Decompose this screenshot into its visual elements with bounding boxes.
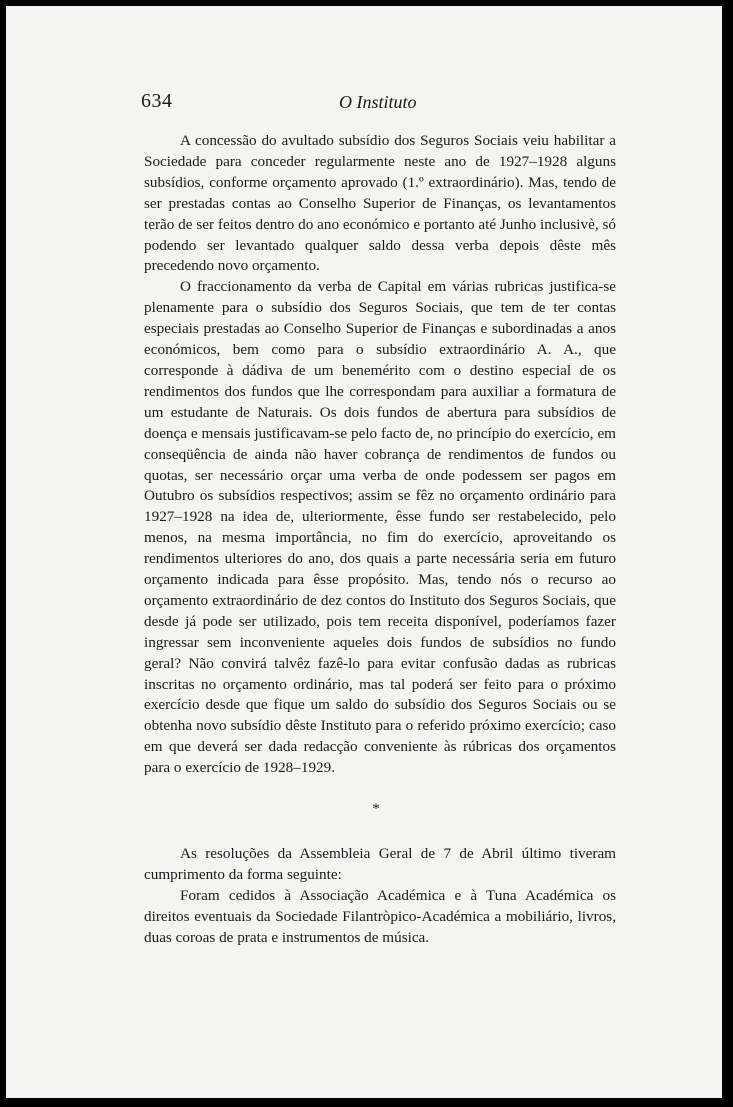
paragraph: A concessão do avultado subsídio dos Seguros Sociais veiu habilitar a Sociedade para conceder regularmente neste ano de 1927–1928 alguns subsídios, conforme orçamento aprovado (1.º extraordinário). Mas, tendo de ser prestadas contas ao Conselho Superior de Finanças, os levantamentos terão de ser feitos dentro do ano económico e portanto até Junho inclusivè, só podendo ser levantado qualquer saldo dessa verba depois dêste mês precedendo novo orçamento. xyxy=(144,132,616,275)
page-header xyxy=(141,90,611,120)
page xyxy=(6,6,722,1098)
paragraph: O fraccionamento da verba de Capital em várias rubricas justifica-se plenamente para o subsídio dos Seguros Sociais, que tem de ter contas especiais prestadas ao Conselho Superior de Finanças e subordinadas a anos económicos, bem como para o subsídio extraordinário A. A., que corresponde à dádiva de um benemérito com o destino especial de os rendimentos dos fundos que lhe correspondam para auxiliar a formatura de um estudante de Naturais. Os dois fundos de abertura para subsídios de doença e mensais justificavam-se pelo facto de, no princípio do exercício, em conseqüência de ainda não haver cobrança de rendimentos de fundos ou quotas, ser necessário orçar uma verba de onde podessem ser pagos em Outubro os subsídios respectivos; assim se fêz no orçamento ordinário para 1927–1928 na idea de, ulteriormente, êsse fundo ser restabelecido, pelo menos, na mesma importância, no fim do exercício, aproveitando os rendimentos ulteriores do ano, dos quais a parte necessária seria em futuro orçamento indicada para êsse propósito. Mas, tendo nós o recurso ao orçamento extraordinário de dez contos do Instituto dos Seguros Sociais, que desde já pode ser utilizado, pois tem receita disponível, poderíamos fazer ingressar sem inconveniente aqueles dois fundos de subsídios no fundo geral? Não convirá talvêz fazê-lo para evitar confusão dadas as rubricas inscritas no orçamento ordinário, mas tal poderá ser feito para o próximo exercício desde que fique um saldo do subsídio dos Seguros Sociais ou se obtenha novo subsídio dêste Instituto para o referido próximo exercício; caso em que deverá ser dada redacção conveniente às rúbricas dos orçamentos para o exercício de 1928–1929. xyxy=(144,278,616,777)
running-title: O Instituto xyxy=(339,92,417,112)
resolutions-text xyxy=(144,844,616,949)
section-separator: * xyxy=(372,801,380,817)
paragraph: Foram cedidos à Associação Académica e à Tuna Académica os direitos eventuais da Sociedade Filantròpico-Académica a mobiliário, livros, duas coroas de prata e instrumentos de música. xyxy=(144,886,616,946)
page-number: 634 xyxy=(141,90,173,112)
paragraph: As resoluções da Assembleia Geral de 7 de Abril último tiveram cumprimento da forma seguinte: xyxy=(144,845,616,883)
main-text xyxy=(144,131,616,779)
